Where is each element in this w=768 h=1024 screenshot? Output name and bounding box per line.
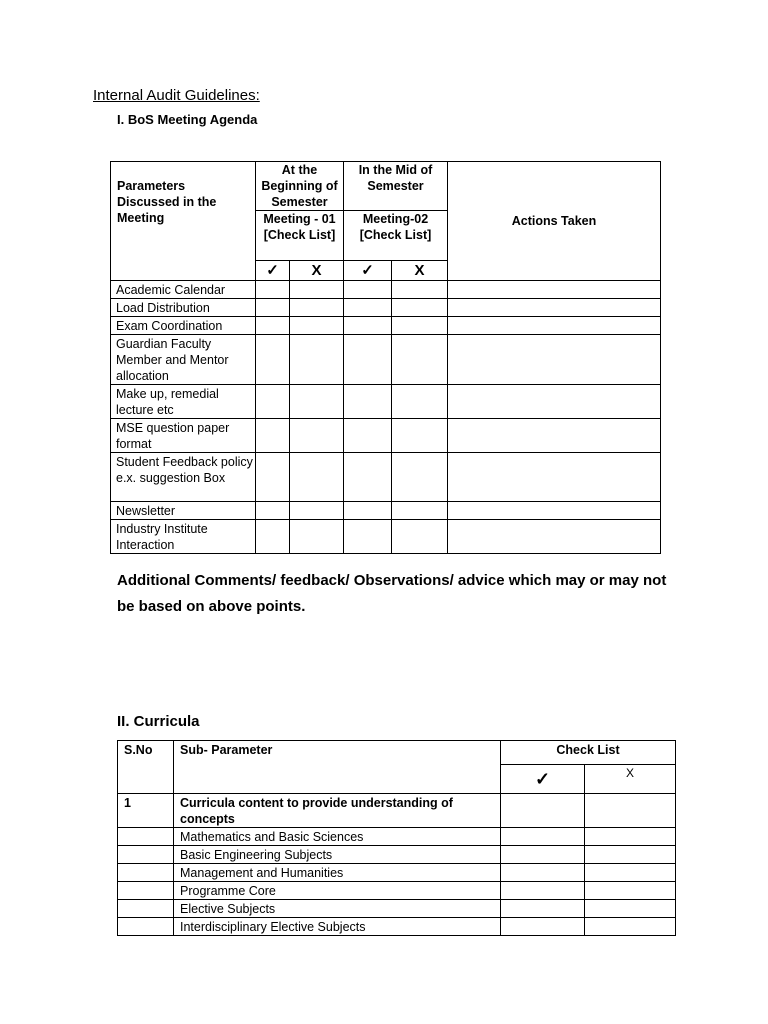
cross-icon: X <box>585 765 676 794</box>
table-row <box>111 502 661 520</box>
bos-agenda-table <box>110 161 661 554</box>
row-label: Exam Coordination <box>111 317 256 335</box>
check-icon: ✓ <box>344 261 392 281</box>
section-heading-bos: I. BoS Meeting Agenda <box>117 112 258 127</box>
curricula-table <box>117 740 676 936</box>
cross-icon: X <box>290 261 344 281</box>
additional-comments-prompt: Additional Comments/ feedback/ Observations/ advice which may or may not be based on above points. <box>117 572 667 615</box>
check-icon: ✓ <box>256 261 290 281</box>
table-row <box>118 846 676 864</box>
table-row <box>118 864 676 882</box>
section-heading-curricula: II. Curricula <box>117 713 200 730</box>
sub-parameter-header: Sub- Parameter <box>174 741 501 794</box>
row-label: Basic Engineering Subjects <box>174 846 501 864</box>
row-label: Guardian Faculty Member and Mentor allocation <box>111 335 256 385</box>
table-row <box>111 419 661 453</box>
table-row <box>111 299 661 317</box>
row-label: MSE question paper format <box>111 419 256 453</box>
table-row <box>111 385 661 419</box>
col-begin-header: At the Beginning of Semester <box>256 162 344 211</box>
meeting-01-header: Meeting - 01 [Check List] <box>256 211 344 261</box>
actions-header: Actions Taken <box>448 162 661 281</box>
table-row <box>111 317 661 335</box>
group-number: 1 <box>118 794 174 828</box>
row-label: Management and Humanities <box>174 864 501 882</box>
checklist-header: Check List <box>501 741 676 765</box>
row-label: Mathematics and Basic Sciences <box>174 828 501 846</box>
table-row <box>118 882 676 900</box>
check-icon: ✓ <box>501 765 585 794</box>
row-label: Interdisciplinary Elective Subjects <box>174 918 501 936</box>
row-label: Load Distribution <box>111 299 256 317</box>
sno-header: S.No <box>118 741 174 794</box>
table-row <box>111 520 661 554</box>
row-label: Academic Calendar <box>111 281 256 299</box>
row-label: Make up, remedial lecture etc <box>111 385 256 419</box>
document-title: Internal Audit Guidelines: <box>93 87 260 104</box>
row-label: Industry Institute Interaction <box>111 520 256 554</box>
table-row <box>111 281 661 299</box>
table-row <box>111 335 661 385</box>
row-label: Programme Core <box>174 882 501 900</box>
group-title: Curricula content to provide understanding of concepts <box>174 794 501 828</box>
params-header: Parameters Discussed in the Meeting <box>111 162 256 281</box>
row-label: Newsletter <box>111 502 256 520</box>
cross-icon: X <box>392 261 448 281</box>
table-row <box>118 900 676 918</box>
table-row <box>111 453 661 502</box>
table-row <box>118 918 676 936</box>
table-row <box>118 828 676 846</box>
col-mid-header: In the Mid of Semester <box>344 162 448 211</box>
row-label: Elective Subjects <box>174 900 501 918</box>
row-label: Student Feedback policy e.x. suggestion Box <box>111 453 256 502</box>
meeting-02-header: Meeting-02 [Check List] <box>344 211 448 261</box>
